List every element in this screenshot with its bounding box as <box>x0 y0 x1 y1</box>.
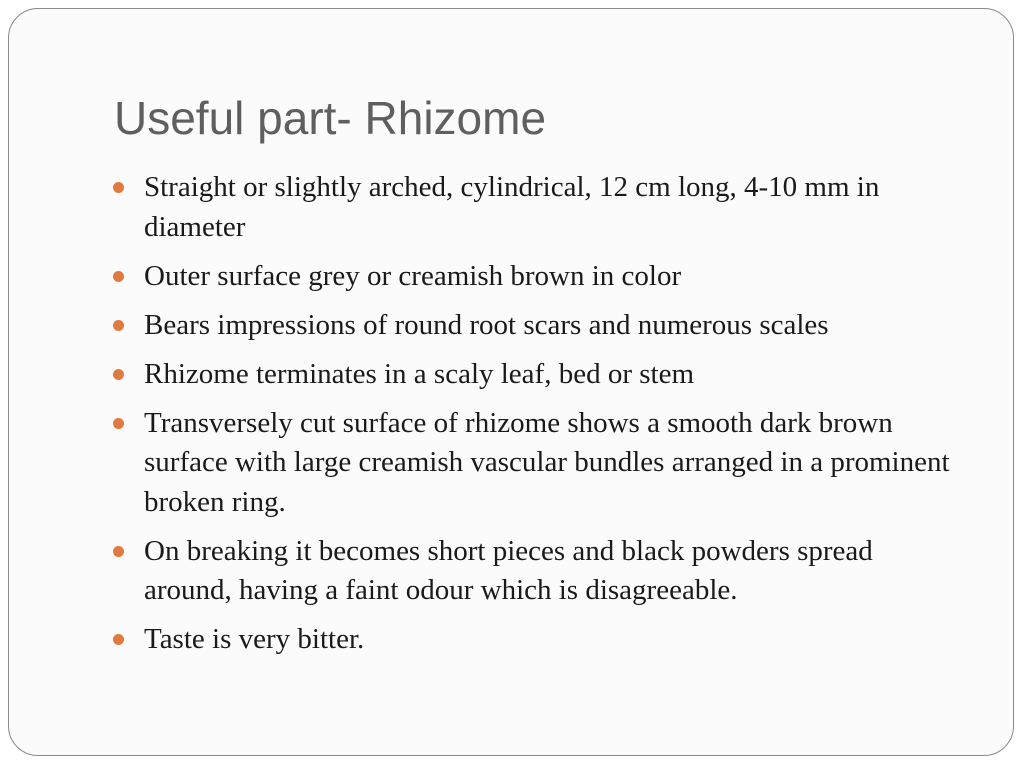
bullet-item <box>113 257 963 297</box>
bullet-text: Outer surface grey or creamish brown in color <box>144 259 682 292</box>
bullet-dot-icon <box>113 182 124 193</box>
bullet-text: Bears impressions of round root scars and numerous scales <box>144 308 829 341</box>
bullet-dot-icon <box>113 546 124 557</box>
bullet-text: Rhizome terminates in a scaly leaf, bed or stem <box>144 357 695 390</box>
bullet-item <box>113 532 963 611</box>
bullet-dot-icon <box>113 418 124 429</box>
bullet-dot-icon <box>113 369 124 380</box>
bullet-dot-icon <box>113 320 124 331</box>
bullet-item <box>113 355 963 395</box>
bullet-item <box>113 306 963 346</box>
bullet-text: Taste is very bitter. <box>144 623 365 655</box>
bullet-text: On breaking it becomes short pieces and black powders spread around, having a faint odour which is disagreeable. <box>144 534 873 606</box>
bullet-item <box>113 620 963 660</box>
bullet-item <box>113 404 963 523</box>
bullet-item <box>113 168 963 247</box>
bullet-dot-icon <box>113 271 124 282</box>
bullet-dot-icon <box>113 634 124 645</box>
bullet-text: Straight or slightly arched, cylindrical, 12 cm long, 4-10 mm in diameter <box>144 171 880 243</box>
slide-title: Useful part- Rhizome <box>114 92 547 144</box>
bullet-text: Transversely cut surface of rhizome shows a smooth dark brown surface with large creamish vascular bundles arranged in a prominent broken ring. <box>144 406 950 518</box>
bullet-list <box>113 168 963 669</box>
